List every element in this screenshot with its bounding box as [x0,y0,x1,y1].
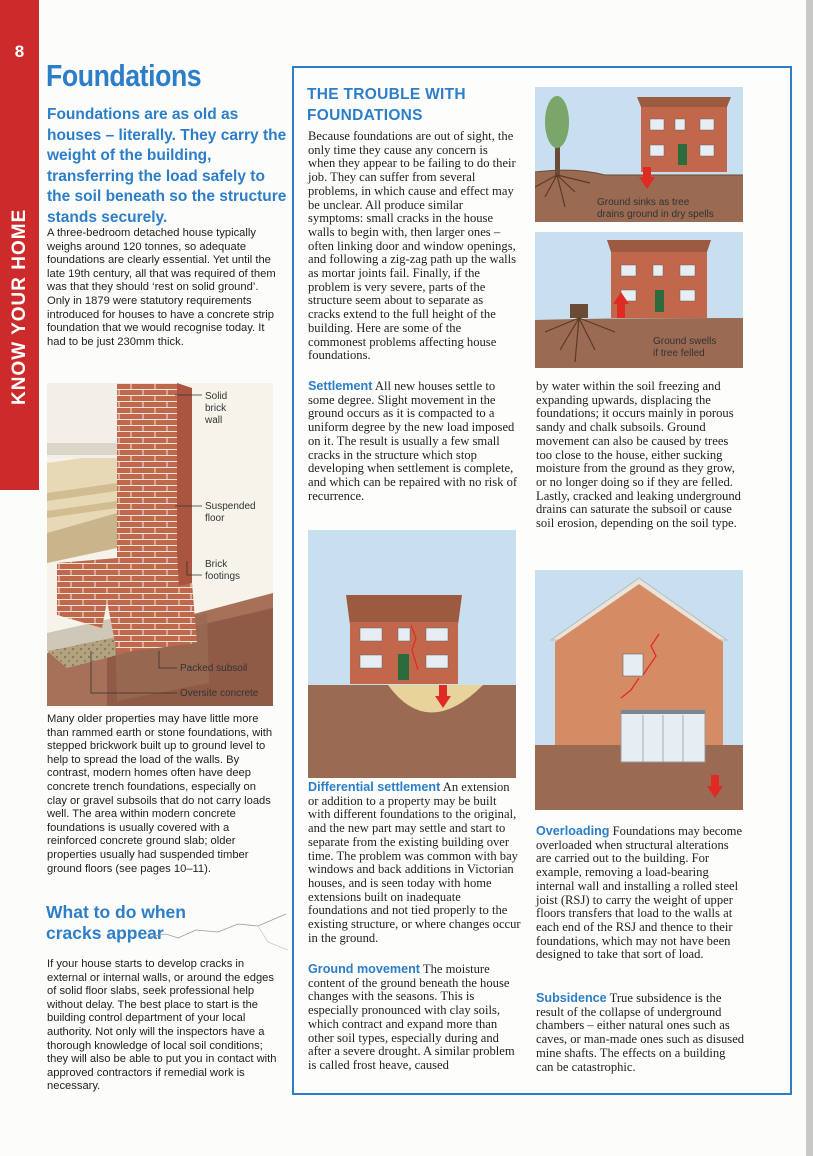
page-title: Foundations [46,58,202,93]
panel-title: THE TROUBLE WITH FOUNDATIONS [307,86,466,124]
body-paragraph-1: A three-bedroom detached house typically weighs around 120 tonnes, so adequate foundations are clearly essential. Yet until the late 19th century, all that was required of them was that they should ‘rest on solid ground’. Only in 1879 were statutory requirements introduced for houses to have a concrete strip foundation that we would recognise today. It had to be just 230mm thick. [47,227,276,348]
panel-intro: Because foundations are out of sight, the only time they cause any concern is when they appear to be failing to do their job. They can suffer from several problems, in which cause and effect may be unclear. All produce similar symptoms: small cracks in the house walls to begin with, then larger ones – often linking door and window openings, and following a zig-zag path up the walls as mortar joints fail. Finally, if the problem is very severe, parts of the structure seem about to separate as cracks extend to the full height of the building. Here are some of the commonest problems affecting house foundations. [308,129,517,363]
label-brick-footings: Brick footings [205,559,241,582]
settlement-text: All new houses settle to some degree. Slight movement in the ground occurs as it is compacted to a uniform degree by the new load imposed on it. The result is usually a few small cracks in the structure which stop developing when settlement is complete, and which can be repaired with no risk of recurrence. [308,379,518,503]
section-title: KNOW YOUR HOME [9,208,30,405]
caption-ground-swells: Ground swells if tree felled [653,336,717,359]
body-paragraph-2: Many older properties may have little more than rammed earth or stone foundations, with stepped brickwork built up to ground level to help to spread the load of the walls. By contrast, modern homes often have deep concrete trench foundations, especially on clay or gravel subsoils that do not carry loads well. The area within modern concrete foundations is usually covered with a reinforced concrete ground slab; older properties usually had suspended timber ground floors (see pages 10–11). [47,713,273,875]
label-solid-brick-wall: Solid brick wall [205,391,228,426]
differential-paragraph [308,781,521,945]
overloading-text: Foundations may become overloaded when structural alterations are carried out to the building. For example, removing a load-bearing internal wall and installing a rolled steel joist (RSJ) to carry the weight of upper floors transfers that load to the walls at each end of the RSJ and thence to their foundations, which may not have been designed to take that sort of load. [536,824,743,962]
foundation-cutaway-illustration [47,383,273,706]
illustration-overloading [535,570,743,810]
page-edge [806,0,813,1156]
overloading-term: Overloading [536,824,610,838]
page-number: 8 [14,42,25,61]
ground-movement-paragraph [308,963,521,1073]
illustration-differential-settlement [308,530,516,778]
label-packed-subsoil: Packed subsoil [180,663,248,674]
ground-movement-text: The moisture content of the ground beneath the house changes with the seasons. This is especially pronounced with clay soils, which contract and expand more than other soil types, especially during and after a severe drought. A similar problem is called frost heave, caused [308,962,515,1072]
intro-standfirst: Foundations are as old as houses – literally. They carry the weight of the building, transferring the load safely to the soil beneath so the structure stands securely. [47,106,287,226]
illustration-ground-swells [535,232,743,368]
subsidence-term: Subsidence [536,991,607,1005]
settlement-term: Settlement [308,379,373,393]
foundation-diagram [47,383,273,706]
settlement-paragraph [308,380,521,503]
crack-line-decoration [148,912,288,952]
ground-movement-term: Ground movement [308,962,420,976]
cracks-heading: What to do when cracks appear [46,902,186,943]
differential-text: An extension or addition to a property may be built with different foundations to the original, and the new part may settle and start to separate from the existing building over time. The problem was common with bay windows and back additions in Victorian houses, and is seen today with home extensions built on inadequate foundations and not tied properly to the existing structure, or where changes occur in the ground. [308,780,521,945]
overloading-paragraph [536,825,746,962]
differential-term: Differential settlement [308,780,441,794]
label-oversite-concrete: Oversite concrete [180,688,259,699]
subsidence-text: True subsidence is the result of the collapse of underground chambers – either natural ones such as caves, or man-made ones such as disused mine shafts. The effects on a building can be catastrophic. [536,991,745,1074]
frost-heave-continuation: by water within the soil freezing and expanding upwards, displacing the foundations; it occurs mainly in porous sandy and chalk subsoils. Ground movement can also be caused by trees too close to the house, either sucking moisture from the ground as they grow, or no longer doing so if they are felled. Lastly, cracked and leaking underground drains can saturate the subsoil or cause soil erosion, depending on the soil type. [536,379,741,531]
illustration-ground-sinks [535,87,743,222]
cracks-body: If your house starts to develop cracks in external or internal walls, or around the edges of solid floor slabs, seek professional help without delay. The best place to start is the building control department of your local authority. Not only will the inspectors have a thorough knowledge of local soil conditions; they will also be able to put you in contact with approved contractors if remedial work is necessary. [47,958,277,1093]
caption-ground-sinks: Ground sinks as tree drains ground in dry spells [597,197,714,220]
label-suspended-floor: Suspended floor [205,501,256,524]
subsidence-paragraph [536,992,746,1074]
